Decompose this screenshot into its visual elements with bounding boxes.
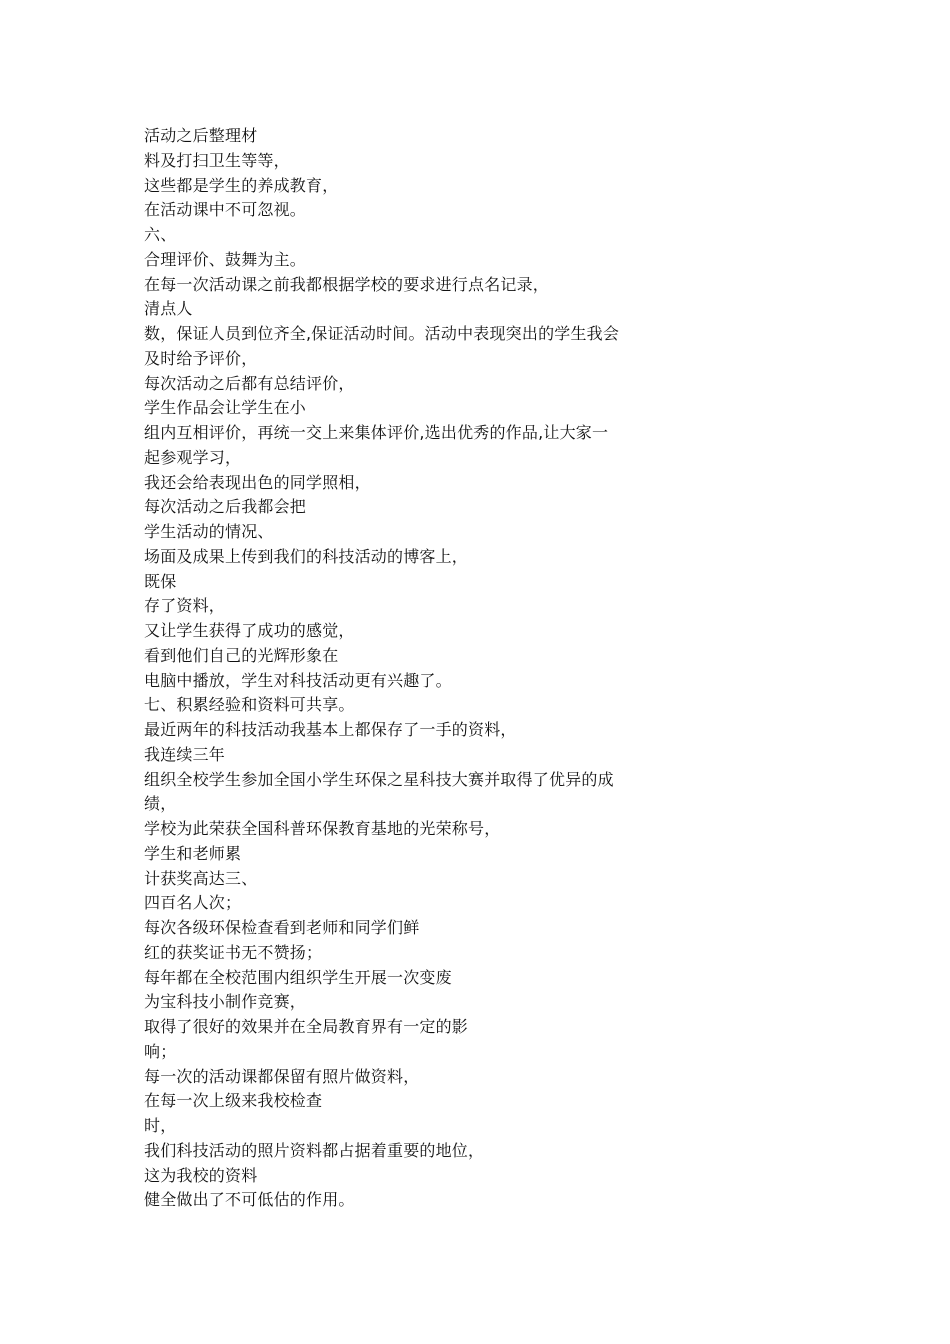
text-line: 学校为此荣获全国科普环保教育基地的光荣称号， <box>144 819 501 838</box>
text-line: 在活动课中不可忽视。 <box>144 200 307 220</box>
text-line: 看到他们自己的光辉形象在 <box>144 645 339 665</box>
text-line: 四百名人次； <box>144 893 242 913</box>
text-line: 学生活动的情况、 <box>144 522 274 541</box>
text-line: 起参观学习， <box>144 447 242 467</box>
text-line: 每次活动之后我都会把 <box>144 497 307 517</box>
text-line: 每一次的活动课都保留有照片做资料， <box>144 1066 420 1086</box>
text-line: 数，保证人员到位齐全,保证活动时间。活动中表现突出的学生我会 <box>144 324 620 343</box>
document-body <box>144 124 844 1213</box>
text-line: 为宝科技小制作竞赛， <box>144 992 307 1012</box>
text-line: 组内互相评价，再统一交上来集体评价,选出优秀的作品,让大家一 <box>144 423 609 442</box>
text-line: 最近两年的科技活动我基本上都保存了一手的资料， <box>144 720 517 739</box>
text-line: 又让学生获得了成功的感觉， <box>144 621 355 640</box>
text-line: 存了资料， <box>144 596 226 616</box>
text-line: 每次活动之后都有总结评价， <box>144 373 355 393</box>
text-line: 学生和老师累 <box>144 843 242 863</box>
text-line: 合理评价、鼓舞为主。 <box>144 249 307 269</box>
text-line: 绩， <box>144 794 177 814</box>
text-line: 在每一次上级来我校检查 <box>144 1091 323 1111</box>
text-line: 清点人 <box>144 299 193 319</box>
text-line: 在每一次活动课之前我都根据学校的要求进行点名记录， <box>144 274 550 294</box>
text-line: 每年都在全校范围内组织学生开展一次变废 <box>144 967 452 987</box>
text-line: 场面及成果上传到我们的科技活动的博客上， <box>144 546 469 566</box>
text-line: 既保 <box>144 571 177 591</box>
text-line: 时， <box>144 1116 177 1135</box>
text-line: 红的获奖证书无不赞扬； <box>144 942 323 962</box>
text-line: 六、 <box>144 225 177 244</box>
text-line: 这些都是学生的养成教育， <box>144 175 339 195</box>
text-line: 及时给予评价， <box>144 348 258 368</box>
text-line: 我们科技活动的照片资料都占据着重要的地位， <box>144 1140 485 1160</box>
text-line: 我还会给表现出色的同学照相， <box>144 472 371 492</box>
text-line: 学生作品会让学生在小 <box>144 398 307 418</box>
text-line: 电脑中播放，学生对科技活动更有兴趣了。 <box>144 670 452 690</box>
text-line: 计获奖高达三、 <box>144 868 258 888</box>
text-line: 取得了很好的效果并在全局教育界有一定的影 <box>144 1017 469 1036</box>
text-line: 这为我校的资料 <box>144 1165 258 1185</box>
text-line: 每次各级环保检查看到老师和同学们鲜 <box>144 918 420 937</box>
text-line: 料及打扫卫生等等， <box>144 150 290 170</box>
text-line: 七、积累经验和资料可共享。 <box>144 695 355 715</box>
text-line: 响； <box>144 1041 177 1061</box>
text-line: 活动之后整理材 <box>144 126 258 145</box>
text-line: 组织全校学生参加全国小学生环保之星科技大赛并取得了优异的成 <box>144 769 614 789</box>
text-line: 我连续三年 <box>144 744 226 764</box>
text-line: 健全做出了不可低估的作用。 <box>144 1190 355 1210</box>
